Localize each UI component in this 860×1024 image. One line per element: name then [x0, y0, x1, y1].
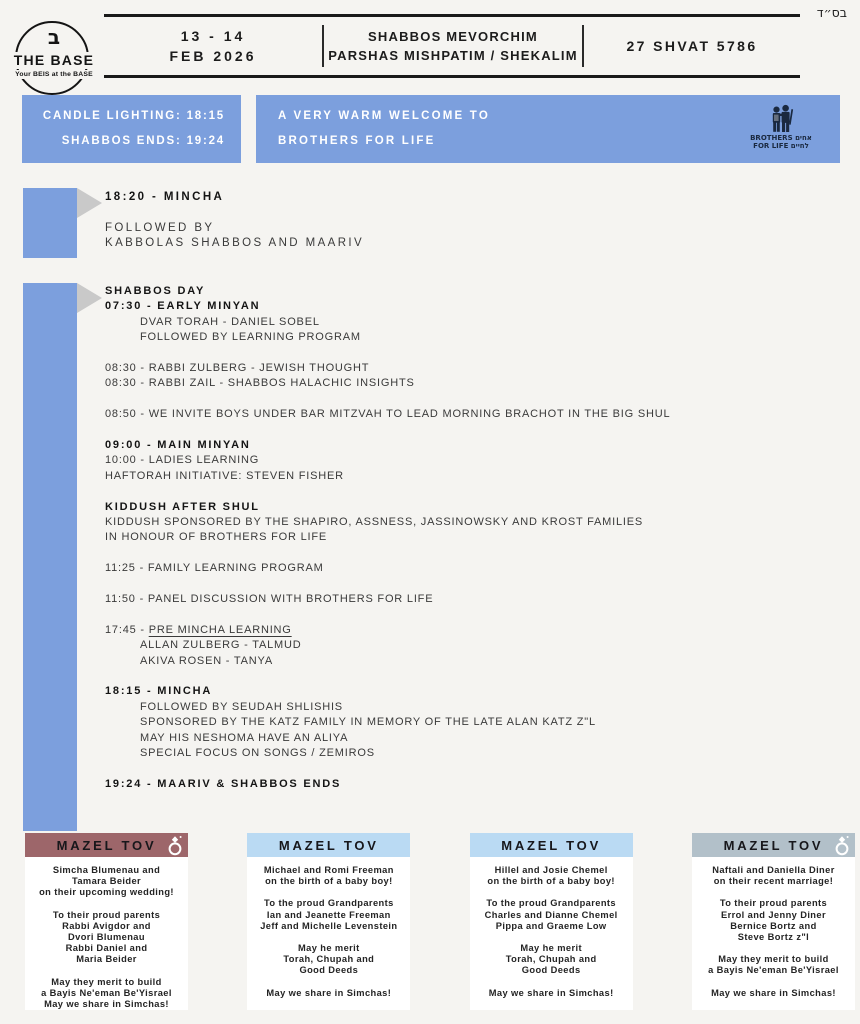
schedule-line: SPONSORED BY THE KATZ FAMILY IN MEMORY OF THE LATE ALAN KATZ Z"L — [140, 716, 596, 729]
card-paragraph: To the proud Grandparents Ian and Jeanette Freeman Jeff and Michelle Levenstein — [260, 898, 398, 931]
brothers-for-life-logo — [746, 104, 816, 150]
shabbos-ends-text: SHABBOS ENDS: 19:24 — [61, 135, 225, 147]
welcome-line2: BROTHERS FOR LIFE — [278, 135, 436, 147]
card-paragraph: May they merit to build a Bayis Ne'eman Be'Yisrael May we share in Simchas! — [41, 976, 172, 1010]
header-band — [104, 14, 800, 78]
schedule-line — [105, 623, 670, 638]
schedule-bar — [23, 188, 77, 258]
card-paragraph: May we share in Simchas! — [488, 987, 614, 998]
schedule-line: KIDDUSH AFTER SHUL — [105, 500, 260, 513]
card-paragraph: Michael and Romi Freeman on the birth of a baby boy! — [263, 865, 394, 887]
date-line1: 13 - 14 — [180, 28, 246, 44]
card-paragraph: May we share in Simchas! — [711, 987, 836, 998]
mazel-tov-title: MAZEL TOV — [56, 837, 157, 853]
card-paragraph: To the proud Grandparents Charles and Dianne Chemel Pippa and Graeme Low — [484, 898, 618, 931]
hebrew-date-text: 27 SHVAT 5786 — [626, 38, 758, 54]
schedule-line: 18:20 - MINCHA — [105, 191, 225, 203]
mazel-tov-header — [692, 833, 855, 857]
card-paragraph: May we share in Simchas! — [266, 987, 392, 998]
schedule-line: 11:25 - FAMILY LEARNING PROGRAM — [105, 562, 324, 575]
header-hebrew-date — [584, 38, 800, 54]
header-date — [104, 26, 322, 66]
schedule-line: 08:30 - RABBI ZAIL - SHABBOS HALACHIC INSIGHTS — [105, 377, 415, 390]
welcome-line1: A VERY WARM WELCOME TO — [278, 110, 490, 122]
schedule-line: 09:00 - MAIN MINYAN — [105, 439, 251, 452]
ring-icon — [167, 835, 183, 856]
schedule-line: 07:30 - EARLY MINYAN — [105, 300, 261, 313]
date-line2: FEB 2026 — [169, 48, 257, 64]
soldiers-icon — [763, 104, 799, 135]
candle-lighting-text: CANDLE LIGHTING: 18:15 — [42, 110, 225, 122]
schedule-line: IN HONOUR OF BROTHERS FOR LIFE — [105, 531, 328, 544]
logo-title: THE BASE — [8, 52, 100, 69]
schedule-line: FOLLOWED BY — [105, 221, 215, 234]
schedule-line: 08:50 - WE INVITE BOYS UNDER BAR MITZVAH TO LEAD MORNING BRACHOT IN THE BIG SHUL — [105, 408, 671, 421]
schedule-line: 11:50 - PANEL DISCUSSION WITH BROTHERS FOR LIFE — [105, 593, 434, 606]
bfl-logo-line1: BROTHERS אחים — [750, 134, 812, 142]
header-event — [324, 27, 582, 65]
mazel-tov-header — [247, 833, 410, 857]
card-paragraph: To their proud parents Rabbi Avigdor and Dvori Blumenau Rabbi Daniel and Maria Beider — [52, 909, 161, 965]
card-paragraph: Hillel and Josie Chemel on the birth of a baby boy! — [487, 865, 615, 887]
card-paragraph: To their proud parents Errol and Jenny Diner Bernice Bortz and Steve Bortz z"l — [719, 898, 828, 943]
schedule-line: FOLLOWED BY SEUDAH SHLISHIS — [140, 700, 343, 713]
card-paragraph: Simcha Blumenau and Tamara Beider on their upcoming wedding! — [39, 865, 174, 898]
mazel-tov-body — [692, 857, 855, 999]
logo-hebrew-letter: ב — [47, 25, 61, 49]
mazel-tov-header — [470, 833, 633, 857]
schedule-line: SHABBOS DAY — [105, 285, 206, 297]
schedule-line: FOLLOWED BY LEARNING PROGRAM — [140, 331, 361, 344]
mazel-tov-card — [25, 833, 188, 1010]
schedule-line: SPECIAL FOCUS ON SONGS / ZEMIROS — [140, 747, 375, 760]
schedule-bar — [23, 283, 77, 831]
friday-schedule-lines — [105, 190, 364, 252]
mazel-tov-card — [470, 833, 633, 1010]
schedule-line: KABBOLAS SHABBOS AND MAARIV — [105, 237, 365, 250]
card-paragraph: Naftali and Daniella Diner on their recent marriage! — [712, 865, 835, 887]
schedule-line: 08:30 - RABBI ZULBERG - JEWISH THOUGHT — [105, 362, 370, 375]
schedule-line: ALLAN ZULBERG - TALMUD — [140, 639, 302, 652]
mazel-tov-title: MAZEL TOV — [501, 837, 602, 853]
schedule-line: MAY HIS NESHOMA HAVE AN ALIYA — [140, 731, 349, 744]
schedule-line: AKIVA ROSEN - TANYA — [140, 654, 273, 667]
card-paragraph: May he merit Torah, Chupah and Good Deeds — [283, 943, 375, 976]
shabbos-day-schedule-lines — [105, 284, 670, 792]
schedule-line-time: 17:45 - — [105, 623, 149, 636]
mazel-tov-header — [25, 833, 188, 857]
arrow-right-icon — [77, 188, 102, 218]
bfl-logo-line2: FOR LIFE לחיים — [753, 141, 809, 150]
schedule-line: KIDDUSH SPONSORED BY THE SHAPIRO, ASSNESS, JASSINOWSKY AND KROST FAMILIES — [105, 516, 644, 529]
schedule-line: 19:24 - MAARIV & SHABBOS ENDS — [105, 777, 342, 790]
mazel-tov-row — [25, 833, 855, 1010]
candle-lighting-box — [22, 95, 241, 163]
schedule-line-underlined: PRE MINCHA LEARNING — [148, 623, 292, 636]
event-line1: SHABBOS MEVORCHIM — [368, 29, 538, 44]
mazel-tov-body — [247, 857, 410, 999]
mazel-tov-card — [692, 833, 855, 1010]
mazel-tov-title: MAZEL TOV — [723, 837, 824, 853]
arrow-right-icon — [77, 283, 102, 313]
mazel-tov-card — [247, 833, 410, 1010]
card-paragraph: May they merit to build a Bayis Ne'eman Be'Yisrael — [708, 954, 839, 976]
mazel-tov-title: MAZEL TOV — [278, 837, 379, 853]
the-base-logo — [8, 18, 100, 98]
logo-tagline: Your BEIS at the BASE — [9, 70, 99, 79]
welcome-box — [256, 95, 840, 163]
bsd-text: בס״ד — [816, 5, 847, 20]
mazel-tov-body — [470, 857, 633, 999]
mazel-tov-body — [25, 857, 188, 1010]
card-paragraph: May he merit Torah, Chupah and Good Deeds — [505, 943, 597, 976]
schedule-line: DVAR TORAH - DANIEL SOBEL — [140, 315, 320, 328]
schedule-line: HAFTORAH INITIATIVE: STEVEN FISHER — [105, 469, 344, 482]
schedule-line: 18:15 - MINCHA — [105, 685, 213, 698]
event-line2: PARSHAS MISHPATIM / SHEKALIM — [328, 48, 578, 63]
ring-icon — [834, 835, 850, 856]
schedule-line: 10:00 - LADIES LEARNING — [105, 454, 260, 467]
